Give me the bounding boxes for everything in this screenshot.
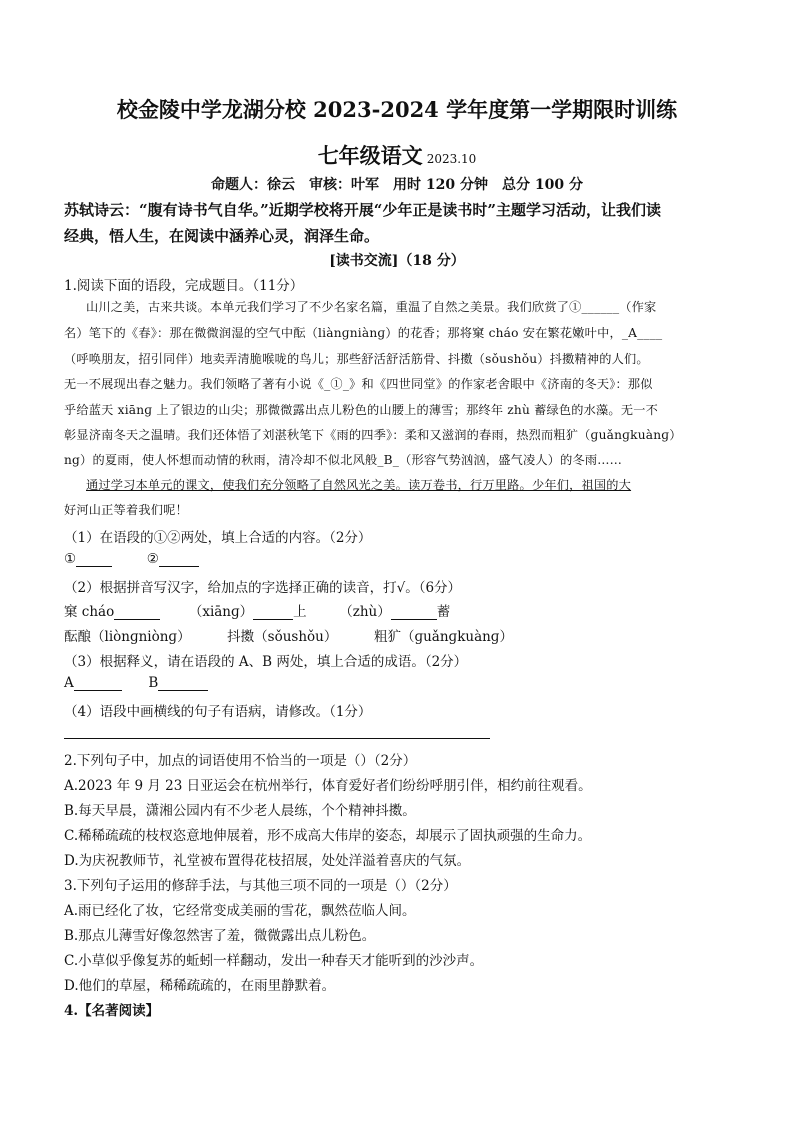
q3-option-b: B.那点儿薄雪好像忽然害了羞，微微露出点儿粉色。 [64,928,376,944]
q1-sub3-blanks [64,675,208,691]
blank-b-label: B [148,675,159,691]
exam-subtitle [0,140,794,170]
q1-stem: 1.阅读下面的语段，完成题目。（11分） [64,278,304,294]
exam-date: 2023.10 [426,152,477,166]
passage-line: 好河山正等着我们呢！ [64,503,188,517]
q1-sub2-row2 [64,625,513,645]
blank-1-label: ① [64,551,77,567]
answer-blank-b[interactable] [158,676,208,691]
q3-stem: 3.下列句子运用的修辞手法，与其他三项不同的一项是（）（2分） [64,878,457,894]
passage-line: 乎给蓝天 xiānɡ 上了银边的山尖；那微微露出点儿粉色的山腰上的薄雪；那终年 zhù 蓄绿色的水藻。无一不 [64,403,658,417]
q1-sub4: （4）语段中画横线的句子有语病，请修改。（1分） [64,704,372,720]
q1-sub2: （2）根据拼音写汉字，给加点的字选择正确的读音，打√。（6分） [64,580,462,596]
answer-line[interactable] [64,738,490,739]
passage-line-underlined: 通过学习本单元的课文，使我们充分领略了自然风光之美。读万卷书，行万里路。少年们，祖国的大 [86,478,632,492]
pinyin-suffix: 蓄 [436,604,451,620]
passage-line: 彰显济南冬天之温晴。我们还体悟了刘湛秋笔下《雨的四季》：柔和又滋润的春雨，热烈而粗犷（ɡuǎnɡkuànɡ） [64,428,682,442]
q2-option-a: A.2023 年 9 月 23 日亚运会在杭州举行，体育爱好者们纷纷呼朋引伴，相约前往观看。 [64,778,592,794]
section-heading: [读书交流]（18 分） [329,253,465,269]
pinyin-item: （xiānɡ） [188,604,254,620]
answer-blank[interactable] [114,605,160,620]
exam-title: 校金陵中学龙湖分校 2023-2024 学年度第一学期限时训练 [116,97,678,122]
passage-line: （呼唤朋友，招引同伴）地卖弄清脆喉咙的鸟儿；那些舒活舒活筋骨、抖擞（sǒushǒu）抖擞精神的人们。 [64,352,649,366]
answer-blank[interactable] [253,605,293,620]
q1-sub3: （3）根据释义，请在语段的 A、B 两处，填上合适的成语。（2分） [64,654,468,670]
pinyin-suffix: 上 [293,604,307,620]
intro-line-2: 经典，悟人生，在阅读中涵养心灵，润泽生命。 [64,227,380,245]
answer-blank-a[interactable] [74,676,122,691]
passage-line: 山川之美，古来共谈。本单元我们学习了不少名家名篇，重温了自然之美景。我们欣赏了①______（作家 [86,300,657,314]
answer-blank[interactable] [391,605,437,620]
answer-blank-1[interactable] [76,552,112,567]
pinyin-choice[interactable]: 酝酿（liònɡniònɡ） [64,629,191,645]
q2-stem: 2.下列句子中，加点的词语使用不恰当的一项是（）（2分） [64,753,417,769]
q2-option-b: B.每天早晨，潇湘公园内有不少老人晨练，个个精神抖擞。 [64,803,416,819]
passage-line: 名）笔下的《春》：那在微微润湿的空气中酝（liànɡniànɡ）的花香；那将窠 cháo 安在繁花嫩叶中，_A____ [64,326,663,340]
q1-sub1-blanks [64,551,199,567]
q2-option-c: C.稀稀疏疏的枝杈恣意地伸展着，形不成高大伟岸的姿态，却展示了固执顽强的生命力。 [64,828,592,844]
pinyin-item: （zhù） [339,604,391,620]
q3-option-a: A.雨已经化了妆，它经常变成美丽的雪花，飘然莅临人间。 [64,903,416,919]
q2-option-d: D.为庆祝教师节，礼堂被布置得花枝招展，处处洋溢着喜庆的气氛。 [64,853,471,869]
pinyin-choice[interactable]: 粗犷（ɡuǎnɡkuànɡ） [373,629,513,645]
blank-a-label: A [64,675,74,691]
q1-sub1: （1）在语段的①②两处，填上合适的内容。（2分） [64,530,372,546]
q1-sub2-row1 [64,600,450,620]
q3-option-c: C.小草似乎像复苏的蚯蚓一样翻动，发出一种春天才能听到的沙沙声。 [64,953,484,969]
pinyin-item: 窠 cháo [64,604,115,620]
answer-blank-2[interactable] [159,552,199,567]
q3-option-d: D.他们的草屋，稀稀疏疏的，在雨里静默着。 [64,978,336,994]
intro-line-1: 苏轼诗云：“腹有诗书气自华。”近期学校将开展“少年正是读书时”主题学习活动，让我们读 [64,201,662,219]
passage-line: 无一不展现出春之魅力。我们领略了著有小说《_①_》和《四世同堂》的作家老舍眼中《济南的冬天》：那似 [64,377,653,391]
passage-line: ng）的夏雨，使人怀想而动情的秋雨，清冷却不似北风般_B_（形容气势汹汹，盛气凌人）的冬雨…… [64,453,623,467]
blank-2-label: ② [146,551,159,567]
exam-meta: 命题人：徐云 审核：叶军 用时 120 分钟 总分 100 分 [211,177,583,193]
subject-label: 七年级语文 [317,143,423,168]
pinyin-choice[interactable]: 抖擞（sǒushǒu） [227,629,338,645]
q4-stem: 4.【名著阅读】 [64,1003,160,1019]
